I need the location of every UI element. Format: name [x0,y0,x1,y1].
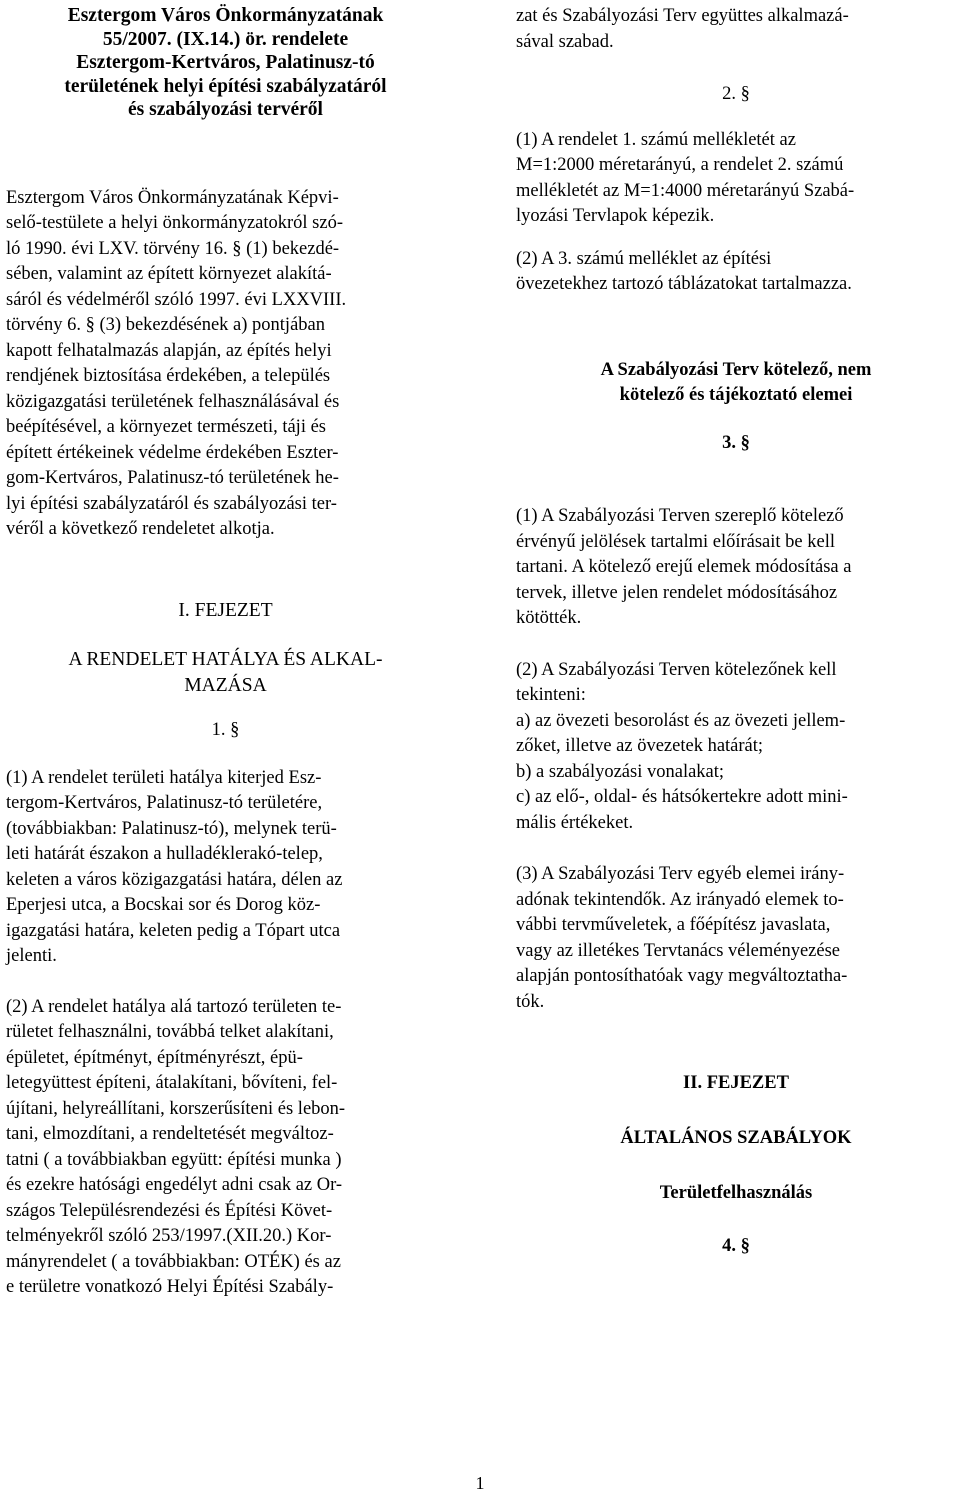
text-line: sáról és védelméről szóló 1997. évi LXXVIII. [6,289,347,310]
text-line: M=1:2000 méretarányú, a rendelet 2. számú [516,155,844,175]
page-number: 1 [475,1473,485,1493]
section-number: 1. § [211,720,240,740]
preamble-paragraph [6,186,445,543]
section3-paragraph1 [516,504,956,632]
section2-paragraph1 [516,128,956,230]
text-line: rületet felhasználni, továbbá telket alakítani, [6,1022,334,1042]
text-line: kötötték. [516,608,582,628]
left-column [6,4,445,1301]
text-line: selő-testülete a helyi önkormányzatokról szó- [6,213,344,233]
text-line: övezetekhez tartozó táblázatokat tartalmazza. [516,274,852,294]
decree-title [6,4,445,122]
section-number: 4. § [722,1235,750,1256]
subchapter-heading [516,358,956,409]
text-line: lyozási Tervlapok képezik. [516,206,715,226]
text-line: épített értékeinek védelme érdekében Eszter- [6,442,339,463]
text-line: mális értékeket. [516,812,634,833]
section1-paragraph2 [6,995,445,1301]
text-line: vagy az illetékes Tervtanács véleményezése [516,940,841,961]
text-line: keleten a város közigazgatási határa, délen az [6,869,343,890]
section1-paragraph1 [6,766,445,970]
right-column [516,4,956,1259]
chapter-title-line: MAZÁSA [184,674,267,696]
text-line: leti határát északon a hulladéklerakó-telep, [6,844,323,864]
text-line: zőket, illetve az övezetek határát; [516,736,764,756]
section2-paragraph2 [516,247,956,298]
chapter-heading: II. FEJEZET [683,1073,789,1093]
text-line: alapján pontosíthatóak vagy megváltoztatha- [516,966,848,986]
text-line: rendjének biztosítása érdekében, a település [6,366,331,386]
text-line: telményekről szóló 253/1997.(XII.20.) Kor- [6,1226,332,1246]
text-line: tók. [516,991,545,1012]
heading-line: A Szabályozási Terv kötelező, nem [600,359,872,380]
text-line: (3) A Szabályozási Terv egyéb elemei irány- [516,864,845,884]
text-line: tervek, illetve jelen rendelet módosításához [516,582,838,603]
continued-paragraph [516,4,956,55]
chapter-title-line: A RENDELET HATÁLYA ÉS ALKAL- [68,649,383,670]
text-line: mellékletét az M=1:4000 méretarányú Szabá- [516,180,855,201]
text-line: mányrendelet ( a továbbiakban: OTÉK) és az [6,1251,341,1272]
title-line: 55/2007. (IX.14.) ör. rendelete [102,28,349,50]
text-line: épületet, építményt, építményrészt, épü- [6,1047,303,1068]
section-number: 2. § [722,84,750,104]
text-line: közigazgatási területének felhasználásával és [6,391,340,412]
text-line: tani, elmozdítani, a rendeltetését megváltoz- [6,1124,334,1144]
section3-paragraph2 [516,658,956,837]
text-line: (2) A rendelet hatálya alá tartozó területen te- [6,996,342,1017]
text-line: igazgatási határa, keleten pedig a Tópart utca [6,920,341,941]
text-line: kapott felhatalmazás alapján, az építés helyi [6,340,332,361]
text-line: jelenti. [6,946,57,966]
text-line: (1) A rendelet 1. számú mellékletét az [516,129,796,150]
text-line: törvény 6. § (3) bekezdésének a) pontjában [6,315,325,335]
text-line: c) az elő-, oldal- és hátsókertekre adott mini- [516,787,848,807]
text-line: és ezekre hatósági engedélyt adni csak az Or- [6,1175,343,1195]
chapter-title [6,647,445,698]
text-line: adónak tekintendők. Az irányadó elemek to- [516,889,844,910]
chapter-heading: I. FEJEZET [178,599,273,621]
text-line: érvényű jelölések tartalmi előírásait be kell [516,531,835,552]
text-line: (továbbiakban: Palatinusz-tó), melynek terü- [6,818,337,839]
title-line: Esztergom Város Önkormányzatának [67,5,384,26]
text-line: a) az övezeti besorolást és az övezeti jellem- [516,710,846,731]
chapter-title: ÁLTALÁNOS SZABÁLYOK [620,1127,852,1148]
title-line: és szabályozási tervéről [128,99,323,120]
section-number: 3. § [722,432,750,453]
text-line: beépítésével, a környezet természeti, táji és [6,417,327,437]
text-line: véről a következő rendeletet alkotja. [6,519,275,539]
text-line: tartani. A kötelező erejű elemek módosítása a [516,557,852,577]
text-line: ló 1990. évi LXV. törvény 16. § (1) bekezdé- [6,238,340,259]
text-line: tergom-Kertváros, Palatinusz-tó területére, [6,793,323,813]
text-line: gom-Kertváros, Palatinusz-tó területének he- [6,468,339,488]
text-line: letegyüttest építeni, átalakítani, bővíteni, fel- [6,1073,338,1093]
text-line: tatni ( a továbbiakban együtt: építési munka ) [6,1149,342,1170]
text-line: szágos Településrendezési és Építési Követ- [6,1200,333,1221]
text-line: Esztergom Város Önkormányzatának Képvi- [6,187,339,208]
text-line: újítani, helyreállítani, korszerűsíteni és lebon- [6,1098,346,1119]
text-line: zat és Szabályozási Terv együttes alkalmazá- [516,6,849,26]
title-line: Esztergom-Kertváros, Palatinusz-tó [76,52,375,73]
text-line: Eperjesi utca, a Bocskai sor és Dorog köz- [6,895,321,915]
text-line: e területre vonatkozó Helyi Építési Szabály- [6,1277,334,1297]
text-line: sében, valamint az épített környezet alakítá- [6,264,332,284]
title-line: területének helyi építési szabályzatáról [64,75,387,97]
text-line: (1) A rendelet területi hatálya kiterjed Esz- [6,767,322,788]
text-line: tekinteni: [516,685,586,705]
text-line: vábbi tervműveletek, a főépítész javaslata, [516,915,831,935]
section3-paragraph3 [516,862,956,1015]
text-line: (1) A Szabályozási Terven szereplő kötelező [516,506,844,526]
text-line: (2) A 3. számú melléklet az építési [516,248,772,269]
text-line: b) a szabályozási vonalakat; [516,761,725,782]
text-line: sával szabad. [516,31,614,52]
subheading: Területfelhasználás [659,1183,813,1203]
text-line: lyi építési szabályzatáról és szabályozási ter- [6,493,337,514]
heading-line: kötelező és tájékoztató elemei [619,385,853,405]
text-line: (2) A Szabályozási Terven kötelezőnek kell [516,659,837,680]
